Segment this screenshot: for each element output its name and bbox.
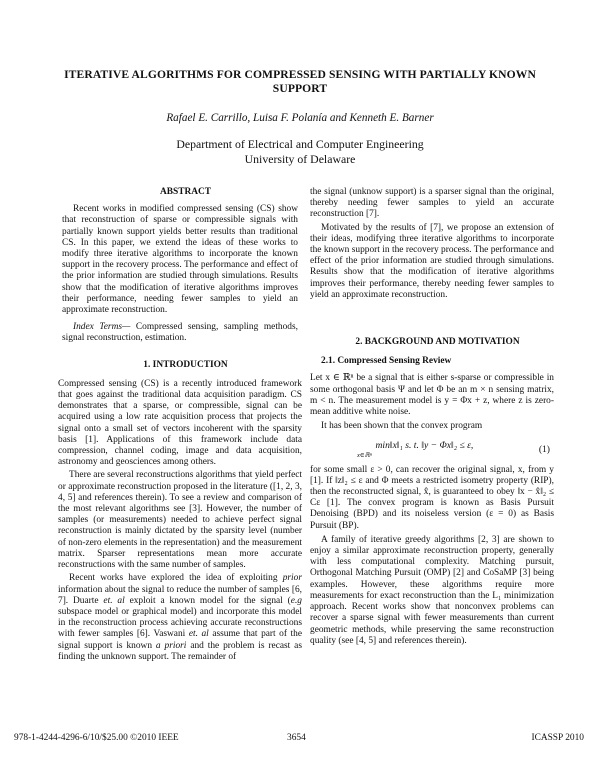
equation-1 — [310, 440, 554, 458]
intro-heading: 1. INTRODUCTION — [143, 359, 228, 370]
paper-title: ITERATIVE ALGORITHMS FOR COMPRESSED SENSING WITH PARTIALLY KNOWN SUPPORT — [64, 68, 536, 95]
affiliation-department: Department of Electrical and Computer Engineering — [176, 137, 424, 151]
intro-paragraph-3 — [58, 573, 302, 663]
index-terms — [58, 322, 302, 344]
text-run: and the problem is recast as finding the unknown support. The remainder of — [58, 640, 302, 662]
equation-1-expression: min‖x‖₁ s. t. ‖y − Φx‖₂ ≤ ε, — [375, 440, 474, 452]
left-column — [58, 187, 302, 663]
subsection-2-1-heading: 2.1. Compressed Sensing Review — [321, 356, 452, 367]
affiliation-university: University of Delaware — [244, 152, 356, 166]
footer-copyright: 978-1-4244-4296-6/10/$25.00 ©2010 IEEE — [14, 733, 179, 743]
greedy-paragraph: A family of iterative greedy algorithms [2, 3] are shown to enjoy a similar approximate reconstruction property, generally with less computational complexity. Matching pursuit, Orthogonal Matching Pursuit (OMP) [2] and CoSaMP [3] being examples. However, these algorithms require more measurements for exact reconstruction than the L₁ minimization approach. Recent works show that nonconvex problems can recover a sparse signal with fewer measurements than current geometric methods, while preserving the same reconstruction quality (see [4, 5] and references therein). — [310, 534, 554, 646]
motivation-paragraph: Motivated by the results of [7], we propose an extension of their ideas, modifying three iterative algorithms to incorporate the known support in the recovery process. The performance and effect of the prior information are studied through simulations. Results show that the modification of iterative algorithms improves their performance, thereby needing fewer samples to yield an approximate reconstruction. — [310, 222, 554, 300]
equation-1-body — [310, 440, 539, 458]
text-run: information about the signal to reduce the number of samples [6, 7]. Duarte — [58, 584, 302, 606]
right-column — [310, 187, 554, 647]
index-terms-label: Index Terms— — [73, 322, 131, 333]
text-run-italic: et. al — [188, 629, 209, 640]
text-run: assume that part of the signal support is known — [58, 629, 302, 651]
equation-1-subscript: x∈ℝⁿ — [356, 451, 372, 459]
recovery-paragraph: for some small ε > 0, can recover the original signal, x, from y [1]. If ‖z‖₂ ≤ ε and Φ meets a restricted isometry property (RIP), then the reconstructed signal, x̂, is guaranteed to obey ‖x − x̂‖₂ ≤ Cε [1]. The convex program is known as Basis Pursuit Denoising (BPD) and its noiseless version (ε = 0) as Basis Pursuit (BP). — [310, 464, 554, 531]
intro-paragraph-1: Compressed sensing (CS) is a recently introduced framework that goes against the traditional data acquisition paradigm. CS demonstrates that a sparse, or compressible, signal can be acquired using a low rate acquisition process that projects the signal onto a small set of vectors incoherent with the sparsity basis [1]. Applications of this framework include data compression, channel coding, image and data acquisition, astronomy and geosciences among others. — [58, 378, 302, 468]
continued-paragraph: the signal (unknow support) is a sparser signal than the original, thereby needing fewer samples to yield an accurate reconstruction [7]. — [310, 187, 554, 220]
text-run-italic: a priori — [155, 640, 187, 651]
authors: Rafael E. Carrillo, Luisa F. Polanía and Kenneth E. Barner — [166, 112, 434, 124]
equation-1-number: (1) — [538, 443, 550, 455]
affiliation — [40, 137, 560, 167]
text-run: subspace model or graphical model) and incorporate this model in the reconstruction process achieving accurate reconstructions with fewer samples [6]. Vaswani — [58, 606, 302, 640]
text-run: Recent works have explored the idea of exploiting — [69, 573, 283, 584]
footer-conference: ICASSP 2010 — [531, 733, 584, 743]
index-terms-text: Compressed sensing, sampling methods, signal reconstruction, estimation. — [62, 322, 298, 344]
signal-model-paragraph: Let x ∈ ℝⁿ be a signal that is either s-sparse or compressible in some orthogonal basis Ψ and let Φ be an m × n sensing matrix, m < n. The measurement model is y = Φx + z, where z is zero-mean additive white noise. — [310, 373, 554, 418]
abstract-text: Recent works in modified compressed sensing (CS) show that reconstruction of sparse or compressible signals with partially known support yields better results than traditional CS. In this paper, we extend the ideas of these works to modify three iterative algorithms to incorporate the known support in the recovery process. The performance and effect of the prior information are studied through simulations. Results show that the modification of iterative algorithms improves their performance, needing fewer samples to yield an approximate reconstruction. — [62, 204, 298, 316]
convex-program-intro: It has been shown that the convex program — [321, 421, 483, 432]
text-run-italic: et. al — [103, 595, 125, 606]
intro-paragraph-2: There are several reconstructions algorithms that yield perfect or approximate reconstruction proposed in the literature ([1, 2, 3, 4, 5] and references therein). To see a review and comparison of the most relevant algorithms see [3]. However, the number of samples (or measurements) needed to achieve perfect signal reconstruction is mainly dictated by the sparsity level (number of non-zero elements in the representation) and the measurement matrix. Sparser representations mean more accurate reconstructions with the same number of samples. — [58, 470, 302, 571]
text-run-italic: e.g — [290, 595, 302, 606]
section-2-heading: 2. BACKGROUND AND MOTIVATION — [355, 337, 520, 348]
text-run: exploit a known model for the signal ( — [124, 595, 291, 606]
abstract-heading: ABSTRACT — [159, 187, 212, 197]
footer-page-number: 3654 — [287, 733, 306, 743]
text-run-italic: prior — [282, 573, 302, 584]
